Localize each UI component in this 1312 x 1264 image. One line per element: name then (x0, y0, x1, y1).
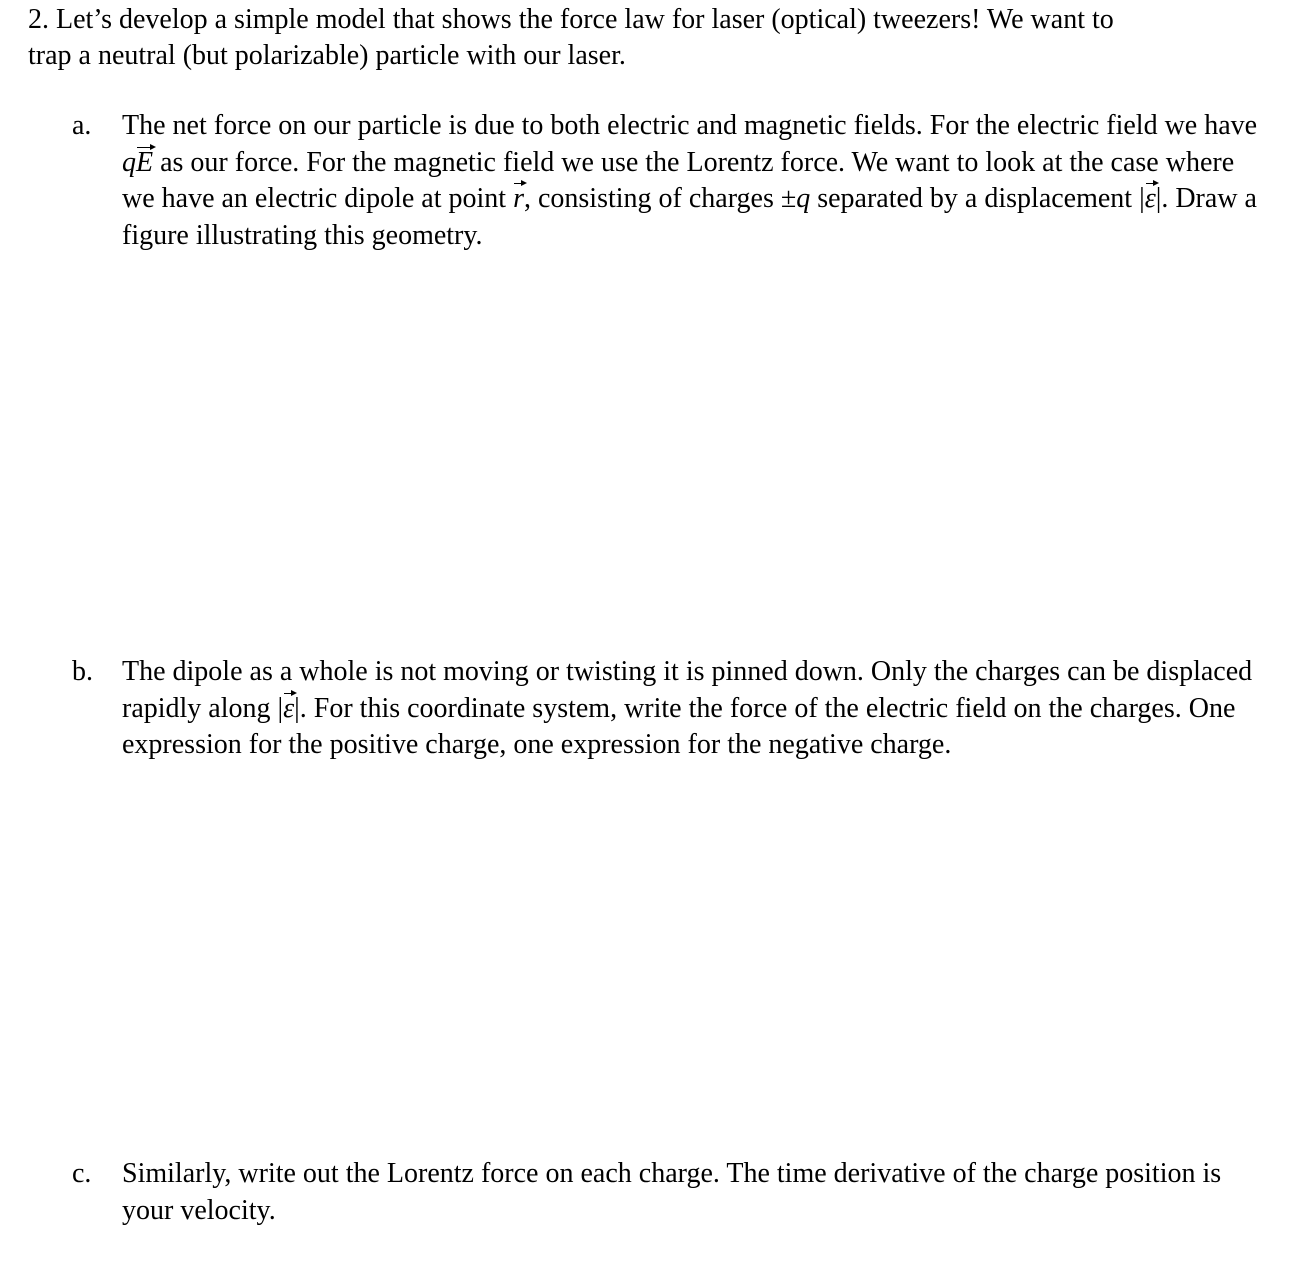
charge-symbol-q: q (122, 146, 136, 178)
intro-line-1: 2. Let’s develop a simple model that shows the force law for laser (optical) tweezers! We want to (28, 4, 1114, 35)
vector-epsilon: ε (1145, 181, 1156, 218)
vector-E: E (136, 145, 153, 182)
part-a-text-1: The net force on our particle is due to both electric and magnetic fields. For the electric field we have (122, 110, 1258, 141)
vector-r: r (513, 181, 524, 218)
part-a-marker: a. (72, 110, 92, 141)
intro-line-2: trap a neutral (but polarizable) particle with our laser. (28, 40, 626, 71)
part-a-text (122, 108, 1272, 254)
charge-symbol-q-2: q (796, 183, 811, 214)
part-a-text-5: |. Draw a figure illustrating this geometry. (122, 183, 1257, 251)
part-b-text-1: The dipole as a whole is not moving or twisting it is pinned down. Only the charges can be displaced rapidly along | (122, 656, 1253, 724)
part-b-marker: b. (72, 656, 93, 687)
part-c-marker: c. (72, 1158, 92, 1189)
problem-intro (28, 2, 1298, 74)
part-a-text-2: as our force. For the magnetic field we use the Lorentz force. We want to look at the case where we have an electric dipole at point (122, 146, 1235, 214)
part-c-text: Similarly, write out the Lorentz force on each charge. The time derivative of the charge position is your velocity. (122, 1158, 1222, 1226)
part-b-text (122, 654, 1272, 764)
part-a (72, 108, 1272, 254)
part-b (72, 654, 1272, 764)
part-a-text-4: separated by a displacement | (810, 183, 1145, 214)
part-c (72, 1156, 1272, 1229)
part-a-text-3: , consisting of charges ± (523, 183, 797, 214)
part-b-text-2: |. For this coordinate system, write the force of the electric field on the charges. One expression for the positive charge, one expression for the negative charge. (122, 692, 1236, 760)
vector-epsilon-b: ε (283, 691, 294, 728)
